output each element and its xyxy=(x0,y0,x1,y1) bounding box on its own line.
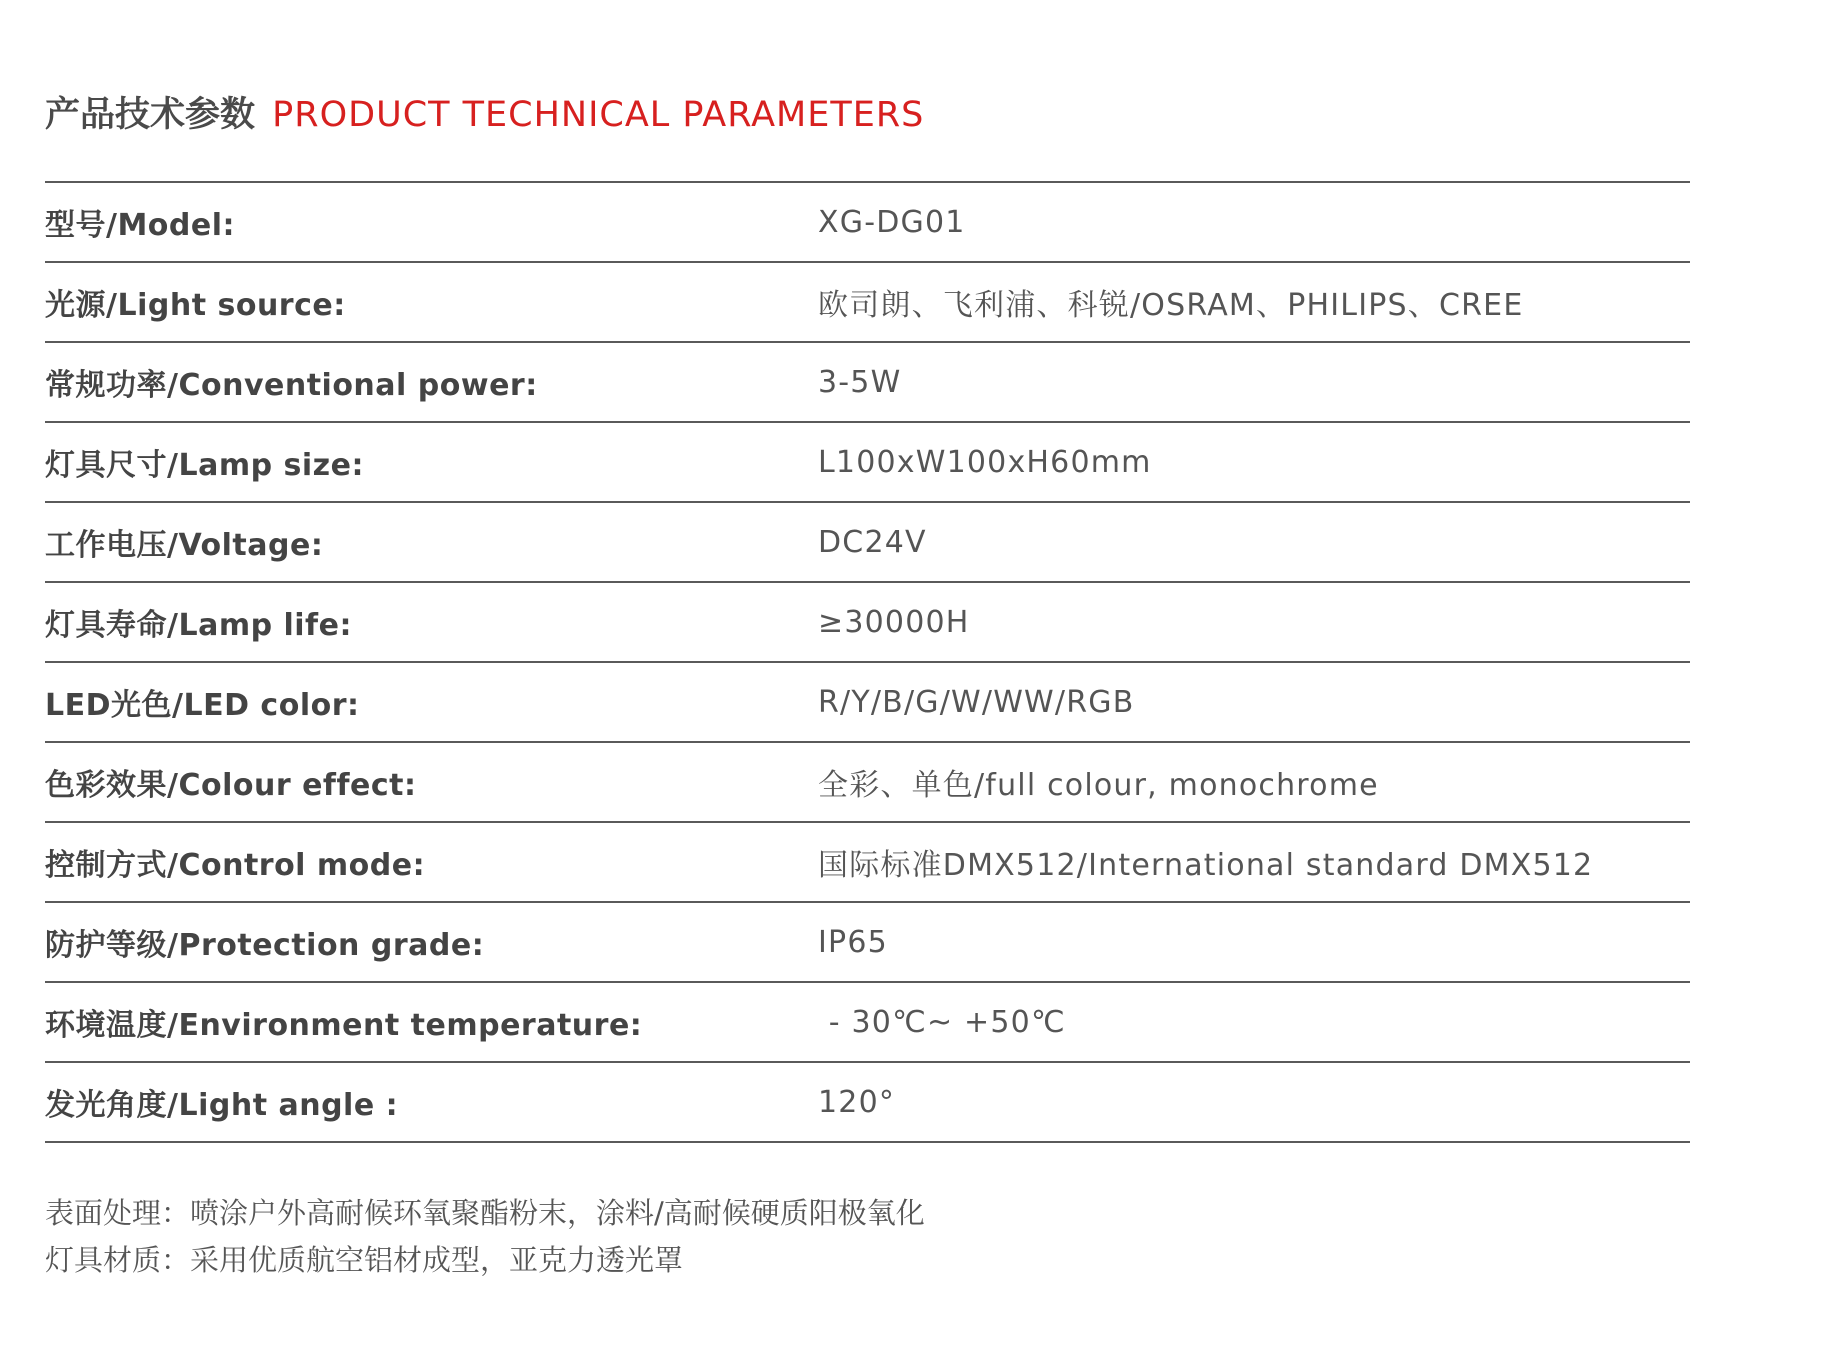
spec-row-lamp-life xyxy=(45,583,1690,663)
spec-value: L100xW100xH60mm xyxy=(818,444,1152,480)
spec-row-colour-effect xyxy=(45,743,1690,823)
spec-row-light-angle xyxy=(45,1063,1690,1143)
spec-label: 光源/Light source: xyxy=(45,288,346,323)
spec-value: ≥30000H xyxy=(818,604,970,640)
spec-row-protection-grade xyxy=(45,903,1690,983)
spec-value: IP65 xyxy=(818,924,888,960)
spec-label: 常规功率/Conventional power: xyxy=(45,368,538,403)
notes xyxy=(45,1190,925,1284)
spec-row-power xyxy=(45,343,1690,423)
spec-value: DC24V xyxy=(818,524,927,560)
spec-value: R/Y/B/G/W/WW/RGB xyxy=(818,684,1135,720)
spec-row-light-source xyxy=(45,263,1690,343)
spec-label: LED光色/LED color: xyxy=(45,688,360,723)
spec-value: XG-DG01 xyxy=(818,204,966,240)
spec-value: 欧司朗、飞利浦、科锐/OSRAM、PHILIPS、CREE xyxy=(818,288,1524,323)
spec-label: 型号/Model: xyxy=(45,208,236,243)
title-chinese: 产品技术参数 xyxy=(45,95,256,135)
spec-label: 灯具尺寸/Lamp size: xyxy=(45,448,364,483)
spec-value: 全彩、单色/full colour, monochrome xyxy=(818,768,1379,803)
spec-value: - 30℃~ +50℃ xyxy=(818,1004,1066,1040)
spec-value: 国际标准DMX512/International standard DMX512 xyxy=(818,848,1594,883)
spec-value: 120° xyxy=(818,1084,896,1120)
spec-row-led-color xyxy=(45,663,1690,743)
spec-label: 工作电压/Voltage: xyxy=(45,528,324,563)
spec-row-lamp-size xyxy=(45,423,1690,503)
spec-label: 色彩效果/Colour effect: xyxy=(45,768,417,803)
spec-label: 控制方式/Control mode: xyxy=(45,848,426,883)
spec-row-control-mode xyxy=(45,823,1690,903)
title-english: PRODUCT TECHNICAL PARAMETERS xyxy=(272,95,925,135)
spec-row-temperature xyxy=(45,983,1690,1063)
spec-value: 3-5W xyxy=(818,364,902,400)
spec-table xyxy=(45,181,1690,1143)
spec-label: 灯具寿命/Lamp life: xyxy=(45,608,352,643)
spec-row-voltage xyxy=(45,503,1690,583)
note-material: 灯具材质：采用优质航空铝材成型，亚克力透光罩 xyxy=(45,1243,684,1277)
page-title xyxy=(45,90,924,140)
spec-label: 防护等级/Protection grade: xyxy=(45,928,485,963)
note-surface-treatment: 表面处理：喷涂户外高耐候环氧聚酯粉末，涂料/高耐候硬质阳极氧化 xyxy=(45,1196,925,1230)
spec-row-model xyxy=(45,183,1690,263)
spec-label: 环境温度/Environment temperature: xyxy=(45,1008,643,1043)
spec-label: 发光角度/Light angle : xyxy=(45,1088,399,1123)
